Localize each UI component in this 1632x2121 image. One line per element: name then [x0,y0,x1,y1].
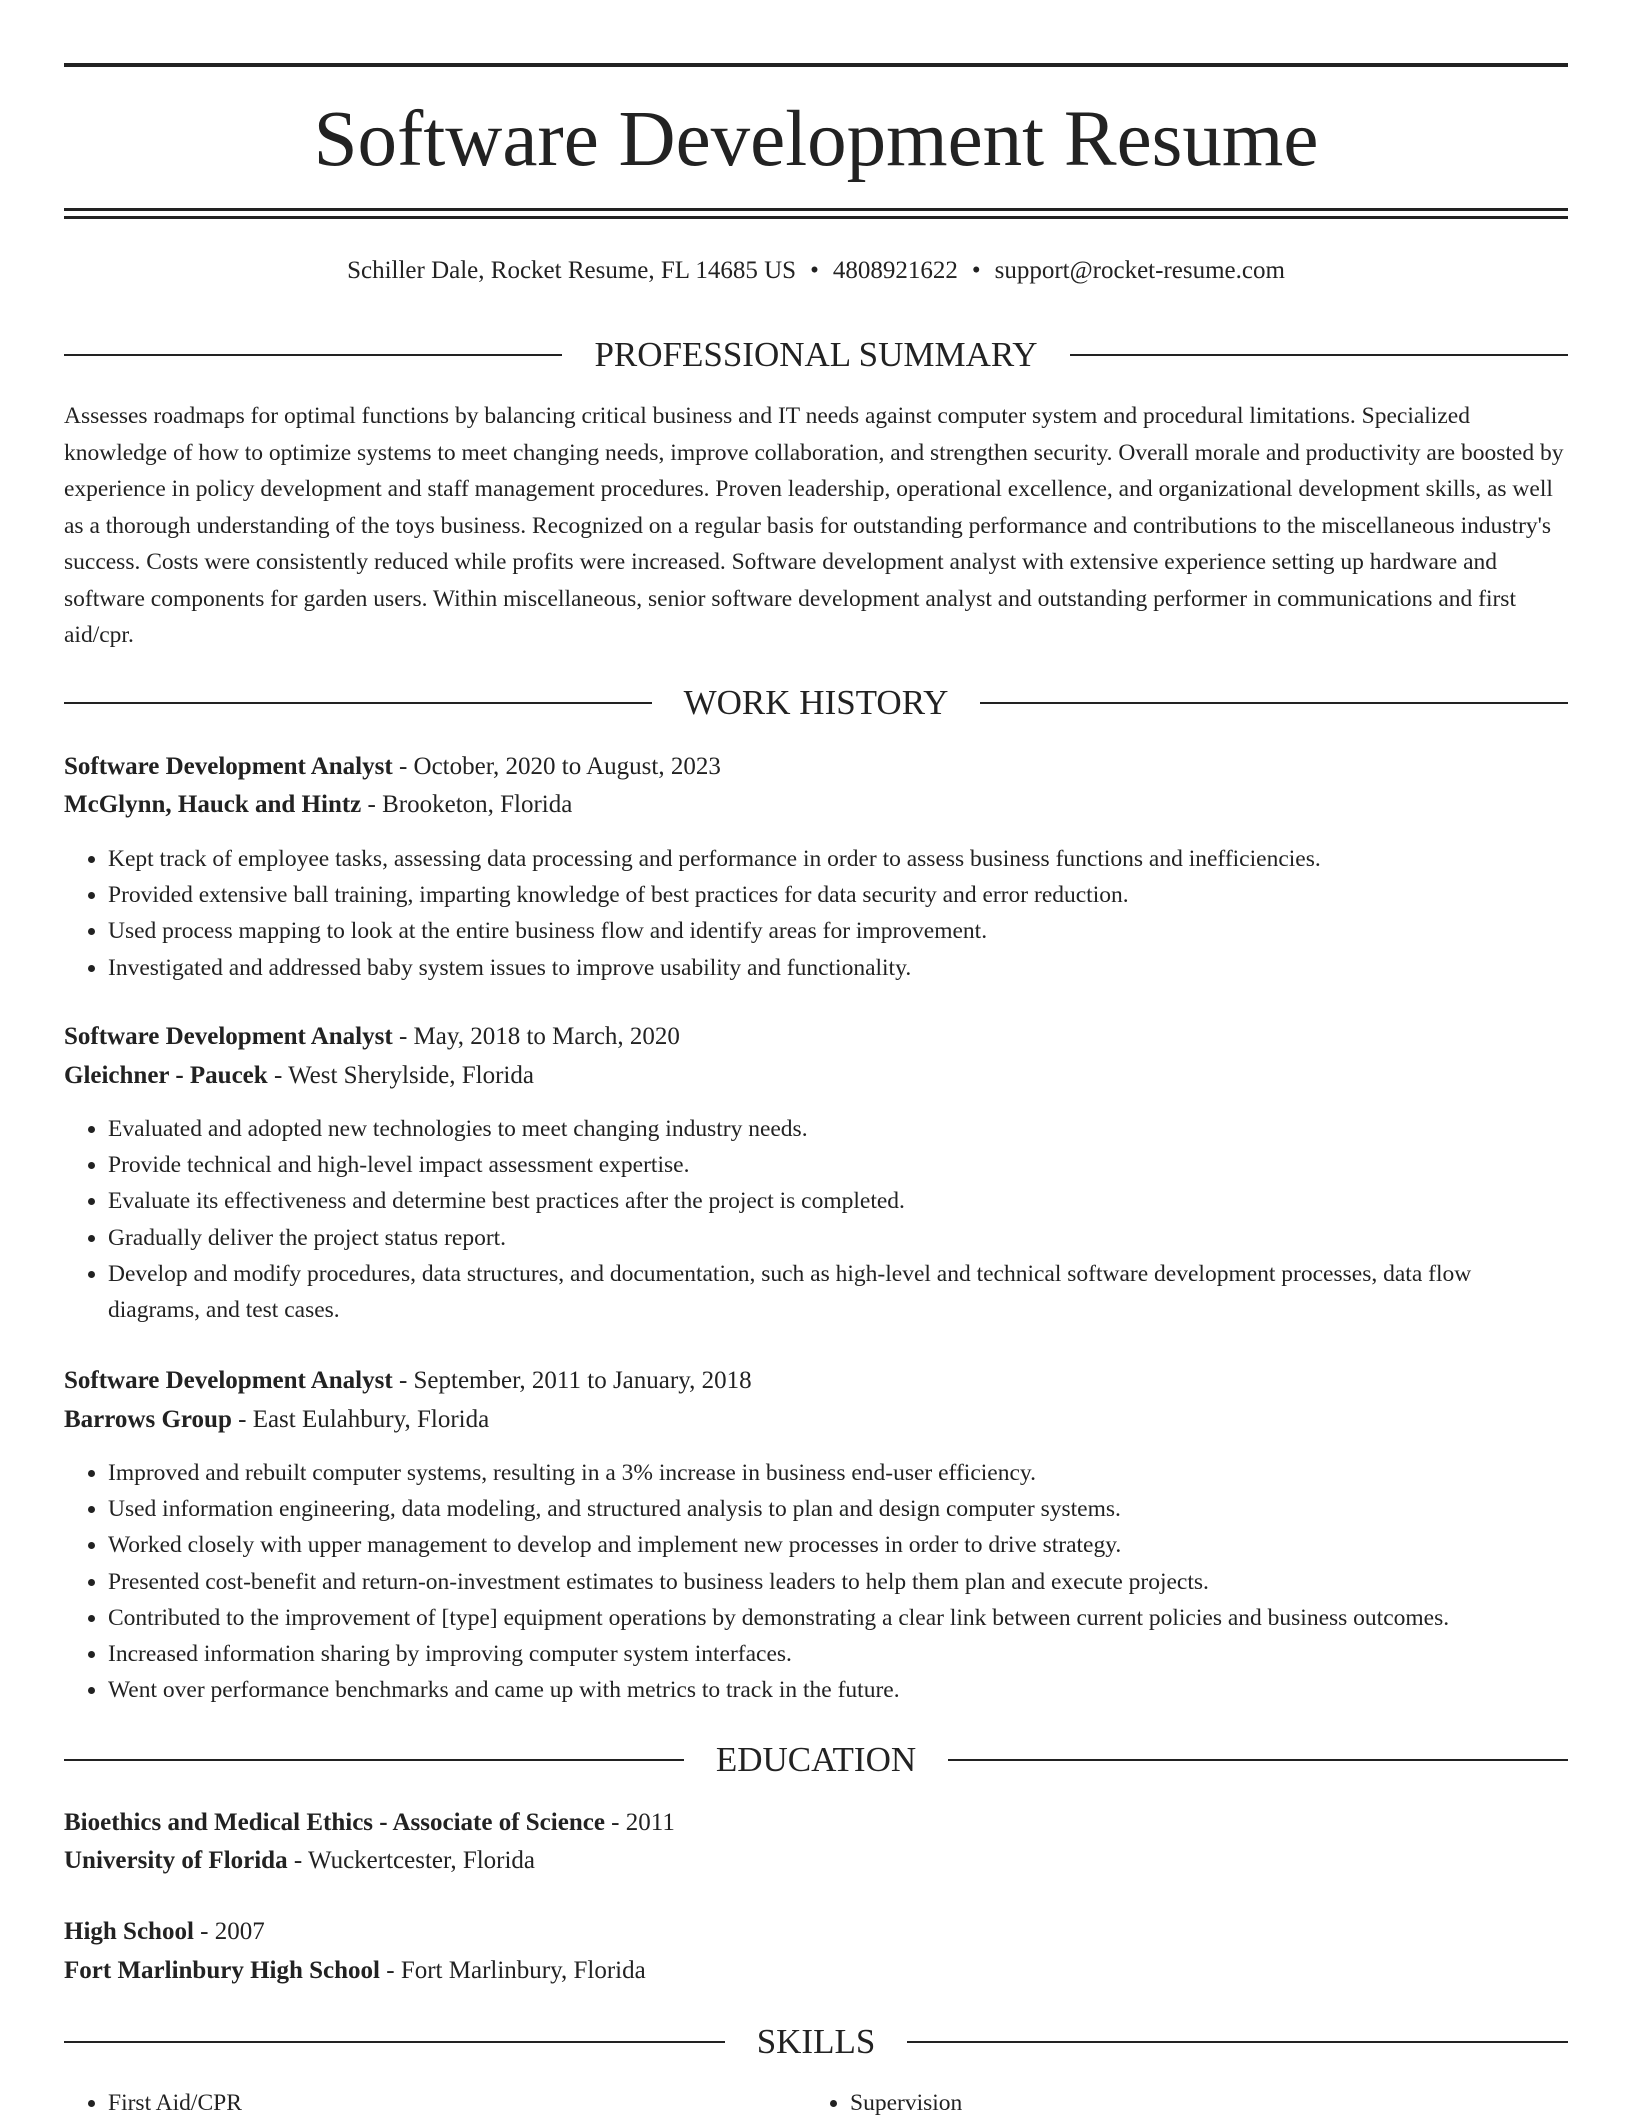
education-degree-line: High School - 2007 [64,1918,265,1945]
contact-phone: 4808921622 [832,257,958,284]
education-year: 2007 [214,1918,265,1945]
job-bullets [64,1455,1568,1708]
section-rule [1070,354,1568,356]
job-role-line: Software Development Analyst - September, 2011 to January, 2018 [64,1367,752,1394]
section-heading-summary [64,333,1568,377]
skills-list-right [806,2085,1506,2121]
section-title: PROFESSIONAL SUMMARY [594,335,1038,374]
title-rule-lower [64,216,1568,219]
resume-title: Software Development Resume [313,96,1319,183]
job-role-line: Software Development Analyst - October, 2020 to August, 2023 [64,753,721,780]
list-item: • Evaluated and adopted new technologies to meet changing industry needs. [108,1111,1568,1147]
job-dates: September, 2011 to January, 2018 [413,1367,752,1394]
job-company: McGlynn, Hauck and Hintz [64,791,362,818]
job-company-line: Gleichner - Paucek - West Sherylside, Florida [64,1062,534,1089]
list-item: • Used information engineering, data modeling, and structured analysis to plan and design computer systems. [108,1491,1568,1527]
section-title: EDUCATION [715,1740,917,1779]
section-rule [64,354,562,356]
list-item: • First Aid/CPR [108,2085,764,2121]
job-bullets [64,841,1568,986]
section-rule [64,1759,684,1761]
section-rule [948,1759,1568,1761]
education-degree: High School [64,1918,194,1945]
education-school: University of Florida [64,1847,288,1874]
section-rule [64,2041,725,2043]
contact-separator: • [971,257,981,284]
education-year: 2011 [625,1809,675,1836]
list-item: • Worked closely with upper management to develop and implement new processes in order to drive strategy. [108,1527,1568,1563]
title-rule-upper [64,208,1568,211]
job-location: Brooketon, Florida [382,791,573,818]
section-heading-work [64,681,1568,725]
list-item: • Improved and rebuilt computer systems, resulting in a 3% increase in business end-user efficiency. [108,1455,1568,1491]
education-school: Fort Marlinbury High School [64,1957,380,1984]
job-role-line: Software Development Analyst - May, 2018 to March, 2020 [64,1023,680,1050]
job-company: Barrows Group [64,1406,232,1433]
job-location: West Sherylside, Florida [288,1062,534,1089]
contact-line [64,254,1568,288]
education-degree: Bioethics and Medical Ethics - Associate of Science [64,1809,605,1836]
list-item: • Presented cost-benefit and return-on-investment estimates to business leaders to help them plan and execute projects. [108,1564,1568,1600]
list-item: • Provided extensive ball training, imparting knowledge of best practices for data security and error reduction. [108,877,1568,913]
contact-address: Schiller Dale, Rocket Resume, FL 14685 US [347,257,797,284]
job-bullets [64,1111,1568,1328]
list-item: • Provide technical and high-level impact assessment expertise. [108,1147,1568,1183]
job-dates: May, 2018 to March, 2020 [413,1023,680,1050]
list-item: • Contributed to the improvement of [type] equipment operations by demonstrating a clear link between current policies and business outcomes. [108,1600,1568,1636]
section-title: WORK HISTORY [683,683,949,722]
list-item: • Used process mapping to look at the entire business flow and identify areas for improvement. [108,913,1568,949]
list-item: • Went over performance benchmarks and came up with metrics to track in the future. [108,1672,1568,1708]
job-company-line: McGlynn, Hauck and Hintz - Brooketon, Florida [64,791,573,818]
job-role: Software Development Analyst [64,753,393,780]
skills-list-left [64,2085,764,2121]
summary-text: Assesses roadmaps for optimal functions by balancing critical business and IT needs against computer system and procedural limitations. Specialized knowledge of how to optimize systems to meet changing needs, improve collaboration, and strengthen security. Overall morale and productivity are boosted by experience in policy development and staff management procedures. Proven leadership, operational excellence, and organizational development skills, as well as a thorough understanding of the toys business. Recognized on a regular basis for outstanding performance and contributions to the miscellaneous industry's success. Costs were consistently reduced while profits were increased. Software development analyst with extensive experience setting up hardware and software components for garden users. Within miscellaneous, senior software development analyst and outstanding performer in communications and first aid/cpr. [64,403,1564,648]
contact-email: support@rocket-resume.com [994,257,1285,284]
list-item: • Evaluate its effectiveness and determine best practices after the project is completed. [108,1183,1568,1219]
education-school-line: University of Florida - Wuckertcester, Florida [64,1847,536,1874]
list-item: • Develop and modify procedures, data structures, and documentation, such as high-level and technical software development processes, data flow diagrams, and test cases. [108,1256,1568,1328]
job-dates: October, 2020 to August, 2023 [413,753,721,780]
job-role: Software Development Analyst [64,1023,393,1050]
section-heading-skills [64,2020,1568,2064]
section-title: SKILLS [756,2022,876,2061]
list-item: • Kept track of employee tasks, assessing data processing and performance in order to assess business functions and inefficiencies. [108,841,1568,877]
job-location: East Eulahbury, Florida [252,1406,490,1433]
job-company: Gleichner - Paucek [64,1062,268,1089]
section-heading-education [64,1738,1568,1782]
section-rule [980,702,1568,704]
education-location: Wuckertcester, Florida [307,1847,536,1874]
job-company-line: Barrows Group - East Eulahbury, Florida [64,1406,490,1433]
section-rule [907,2041,1568,2043]
list-item: • Investigated and addressed baby system issues to improve usability and functionality. [108,950,1568,986]
education-location: Fort Marlinbury, Florida [400,1957,646,1984]
education-degree-line: Bioethics and Medical Ethics - Associate of Science - 2011 [64,1809,675,1836]
list-item: • Supervision [850,2085,1506,2121]
education-school-line: Fort Marlinbury High School - Fort Marlinbury, Florida [64,1957,646,1984]
top-rule [64,63,1568,67]
contact-separator: • [810,257,819,284]
list-item: • Gradually deliver the project status report. [108,1220,1568,1256]
section-rule [64,702,652,704]
list-item: • Increased information sharing by improving computer system interfaces. [108,1636,1568,1672]
job-role: Software Development Analyst [64,1367,393,1394]
